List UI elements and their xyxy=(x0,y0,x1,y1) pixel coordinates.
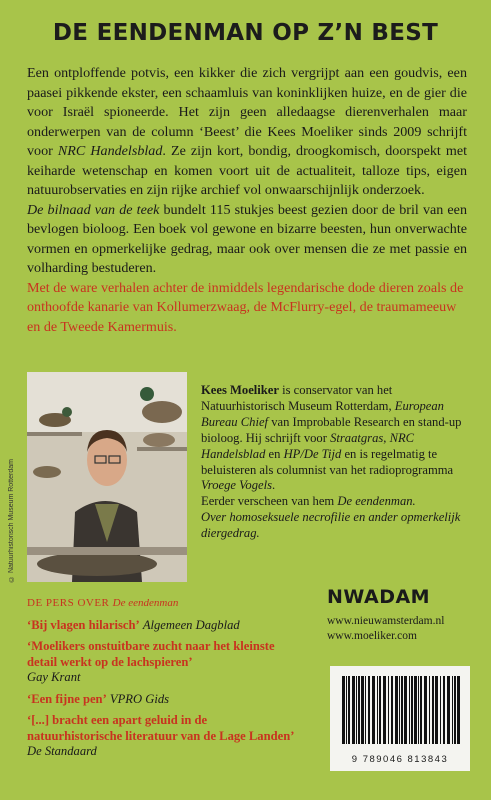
author-url[interactable]: www.moeliker.com xyxy=(327,630,417,642)
barcode-bar xyxy=(429,676,430,744)
barcode-bar xyxy=(440,676,441,744)
barcode-bar xyxy=(420,676,422,744)
barcode-bar xyxy=(411,676,413,744)
barcode-bar xyxy=(383,676,386,744)
publisher-logo: NWADAM xyxy=(327,586,431,608)
review-item: ‘Moelikers onstuitbare zucht naar het kleinste detail werkt op de lachspieren’ Gay Krant xyxy=(27,639,275,684)
barcode-bar xyxy=(418,676,419,744)
blurb-paragraph-1: Een ontploffende potvis, een kikker die zich vergrijpt aan een goudvis, een paasei pikkende ekster, een schaamluis van koninklijken huize, en de gier die voor Israël spioneerde. Het zijn geen alledaagse dierenverhalen maar onderwerpen van de column ‘Beest’ die Kees Moeliker sinds 2009 schrijft voor NRC Handelsblad. Ze zijn kort, bondig, droogkomisch, doorspekt met keiharde wetenschap en komen voort uit de actualiteit, talloze tips, eigen natuurobservaties en zijn rijke archief vol onwaarschijnlijk onderzoek. xyxy=(27,65,468,198)
barcode-bar xyxy=(342,676,345,744)
barcode-bar xyxy=(365,676,366,744)
author-photo xyxy=(27,372,187,582)
barcode-bar xyxy=(424,676,427,744)
barcode-bar xyxy=(348,676,350,744)
barcode-bar xyxy=(388,676,389,744)
publisher-urls xyxy=(327,614,444,644)
barcode xyxy=(330,666,470,771)
author-bio: Kees Moeliker is conservator van het Natuurhistorisch Museum Rotterdam, European Bureau Chief van Improbable Research en stand-up bioloog. Hij schrijft voor Straatgras, NRC Handelsblad en HP/De Tijd en is regelmatig te beluisteren als columnist van het radioprogramma Vroege Vogels. Eerder verscheen van hem De eendenman. Over homoseksuele necrofilie en ander opmerkelijk diergedrag. xyxy=(201,383,462,541)
barcode-bar xyxy=(377,676,378,744)
author-photo-illustration xyxy=(27,372,187,582)
review-item: ‘Een fijne pen’ VPRO Gids xyxy=(27,691,170,706)
barcode-bar xyxy=(414,676,417,744)
barcode-bar xyxy=(379,676,381,744)
barcode-bar xyxy=(368,676,370,744)
barcode-bars xyxy=(330,666,470,756)
barcode-bar xyxy=(361,676,364,744)
barcode-bar xyxy=(352,676,355,744)
back-cover-title: DE EENDENMAN OP Z’N BEST xyxy=(52,20,439,46)
barcode-bar xyxy=(358,676,360,744)
press-reviews xyxy=(27,596,297,766)
blurb-highlight: Met de ware verhalen achter de inmiddels legendarische dode dieren zoals de onthoofde kanarie van Kollumerzwaag, de McFlurry-egel, de traumameeuw en de Tweede Kamermuis. xyxy=(27,279,464,335)
barcode-bar xyxy=(435,676,438,744)
review-item: ‘[...] bracht een apart geluid in de natuurhistorische literatuur van de Lage Landen’ De Standaard xyxy=(27,713,295,758)
barcode-bar xyxy=(395,676,398,744)
barcode-bar xyxy=(404,676,407,744)
barcode-bar xyxy=(447,676,450,744)
publisher-url[interactable]: www.nieuwamsterdam.nl xyxy=(327,615,445,627)
barcode-bar xyxy=(443,676,445,744)
barcode-bar xyxy=(457,676,460,744)
blurb xyxy=(27,64,467,337)
photo-credit: © Natuurhistorisch Museum Rotterdam xyxy=(8,459,15,582)
barcode-bar xyxy=(432,676,434,744)
author-name: Kees Moeliker xyxy=(201,383,279,397)
isbn-number: 9 789046 813843 xyxy=(351,754,449,765)
barcode-bar xyxy=(356,676,357,744)
review-item: ‘Bij vlagen hilarisch’ Algemeen Dagblad xyxy=(27,617,240,632)
press-heading: DE PERS OVER De eendenman xyxy=(27,597,179,609)
barcode-bar xyxy=(452,676,453,744)
barcode-bar xyxy=(372,676,375,744)
barcode-bar xyxy=(454,676,456,744)
barcode-bar xyxy=(391,676,393,744)
barcode-bar xyxy=(409,676,410,744)
barcode-bar xyxy=(399,676,400,744)
barcode-bar xyxy=(401,676,403,744)
blurb-paragraph-2: De bilnaad van de teek bundelt 115 stukjes beest gezien door de bril van een bevlogen bioloog. Een boek vol gewone en bizarre beesten, hun onverwachte vormen en opmerkelijke gedrag, maar ook over mensen die ze met passie en volharding bestuderen. xyxy=(27,201,467,276)
barcode-bar xyxy=(346,676,347,744)
